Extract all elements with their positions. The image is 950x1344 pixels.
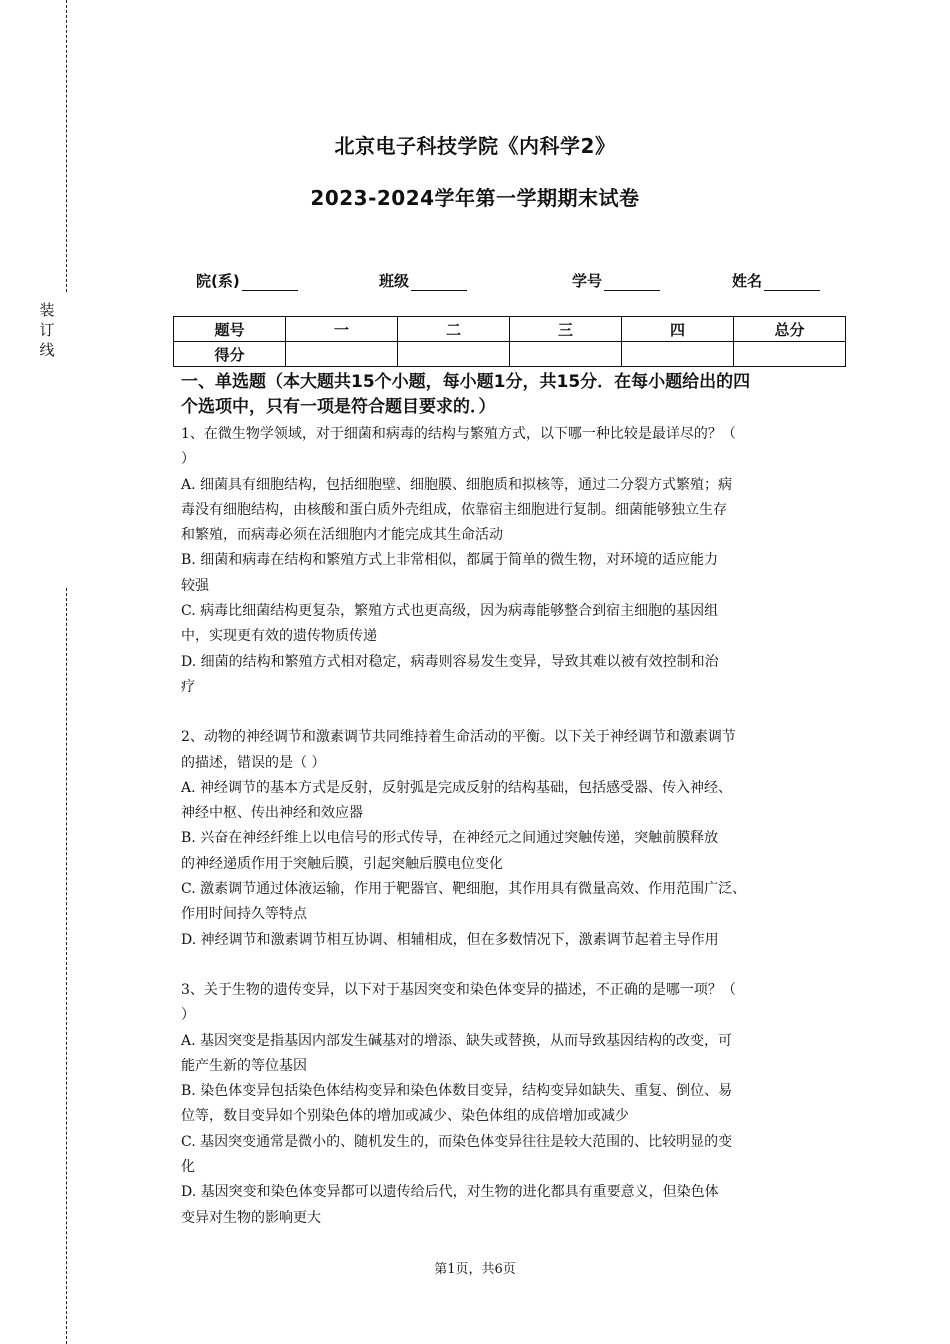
score-header-cell: 题号 [174,317,286,342]
name-field[interactable] [732,270,820,291]
binding-char: 装 [39,301,55,319]
score-header-cell: 一 [286,317,398,342]
student-id-field[interactable] [572,270,660,291]
student-id-blank[interactable] [604,274,660,291]
exam-content [181,370,846,1231]
score-cell[interactable] [286,342,398,367]
section-heading-line: 一、单选题（本大题共15个小题，每小题1分，共15分．在每小题给出的四 [181,372,751,392]
score-header-cell: 三 [510,317,622,342]
option-line: 和繁殖，而病毒必须在活细胞内才能完成其生命活动 [181,527,503,544]
class-blank[interactable] [411,274,467,291]
class-label: 班级 [379,272,410,290]
option-d: D. 基因突变和染色体变异都可以遗传给后代，对生物的进化都具有重要意义，但染色体 [181,1184,719,1201]
department-blank[interactable] [242,274,298,291]
binding-label [36,300,58,360]
score-header-cell: 总分 [734,317,846,342]
name-blank[interactable] [764,274,820,291]
option-a: A. 神经调节的基本方式是反射，反射弧是完成反射的结构基础，包括感受器、传入神经、 [181,779,733,796]
binding-dashed-line-bottom [66,588,67,1344]
score-header-cell: 四 [622,317,734,342]
question-line: ） [181,1007,195,1024]
option-line: 较强 [181,577,209,594]
option-b: B. 兴奋在神经纤维上以电信号的形式传导，在神经元之间通过突触传递，突触前膜释放 [181,830,719,847]
option-line: 变异对生物的影响更大 [181,1209,321,1226]
option-d: D. 神经调节和激素调节相互协调、相辅相成，但在多数情况下，激素调节起着主导作用 [181,931,719,948]
option-line: 作用时间持久等特点 [181,906,307,923]
option-b: B. 染色体变异包括染色体结构变异和染色体数目变异，结构变异如缺失、重复、倒位、易 [181,1083,733,1100]
option-b: B. 细菌和病毒在结构和繁殖方式上非常相似，都属于简单的微生物，对环境的适应能力 [181,552,719,569]
score-header-cell: 二 [398,317,510,342]
option-line: 的神经递质作用于突触后膜，引起突触后膜电位变化 [181,855,503,872]
option-line: 中，实现更有效的遗传物质传递 [181,628,377,645]
exam-subtitle: 2023-2024学年第一学期期末试卷 [310,186,640,210]
binding-char: 订 [39,321,55,339]
option-a: A. 细菌具有细胞结构，包括细胞壁、细胞膜、细胞质和拟核等，通过二分裂方式繁殖；病 [181,476,733,493]
option-line: 能产生新的等位基因 [181,1057,307,1074]
question-line: 1、在微生物学领域，对于细菌和病毒的结构与繁殖方式，以下哪一种比较是最详尽的？（ [181,426,736,442]
question-line: ） [181,451,195,468]
exam-title: 北京电子科技学院《内科学2》 [334,134,616,158]
option-c: C. 基因突变通常是微小的、随机发生的，而染色体变异往往是较大范围的、比较明显的变 [181,1133,733,1150]
option-c: C. 激素调节通过体液运输，作用于靶器官、靶细胞，其作用具有微量高效、作用范围广泛、 [181,881,747,898]
score-row-label: 得分 [174,342,286,367]
option-line: 疗 [181,678,195,695]
option-a: A. 基因突变是指基因内部发生碱基对的增添、缺失或替换，从而导致基因结构的改变，可 [181,1032,733,1049]
question-line: 2、动物的神经调节和激素调节共同维持着生命活动的平衡。以下关于神经调节和激素调节 [181,729,736,746]
section-heading [181,370,846,420]
score-cell[interactable] [734,342,846,367]
score-table-header-row [174,317,846,342]
option-line: 化 [181,1159,195,1176]
question-3 [181,978,846,1231]
score-cell[interactable] [398,342,510,367]
option-c: C. 病毒比细菌结构更复杂，繁殖方式也更高级，因为病毒能够整合到宿主细胞的基因组 [181,603,719,620]
option-line: 位等，数目变异如个别染色体的增加或减少、染色体组的成倍增加或减少 [181,1108,629,1125]
score-table-score-row [174,342,846,367]
department-field[interactable] [196,270,298,291]
question-line: 3、关于生物的遗传变异，以下对于基因突变和染色体变异的描述，不正确的是哪一项？（ [181,981,736,998]
page-footer: 第1页，共6页 [434,1262,516,1277]
department-label: 院(系) [196,272,240,290]
class-field[interactable] [379,270,467,291]
student-info-row [0,270,950,292]
name-label: 姓名 [732,272,763,290]
binding-char: 线 [39,341,55,359]
score-table [173,316,846,367]
question-1 [181,422,846,700]
option-d: D. 细菌的结构和繁殖方式相对稳定，病毒则容易发生变异，导致其难以被有效控制和治 [181,653,719,670]
option-line: 毒没有细胞结构，由核酸和蛋白质外壳组成，依靠宿主细胞进行复制。细菌能够独立生存 [181,501,727,518]
student-id-label: 学号 [572,272,603,290]
question-line: 的描述，错误的是（ ） [181,754,326,771]
score-cell[interactable] [622,342,734,367]
score-cell[interactable] [510,342,622,367]
option-line: 神经中枢、传出神经和效应器 [181,805,363,822]
question-2 [181,725,846,953]
section-heading-line: 个选项中，只有一项是符合题目要求的．） [181,397,496,417]
